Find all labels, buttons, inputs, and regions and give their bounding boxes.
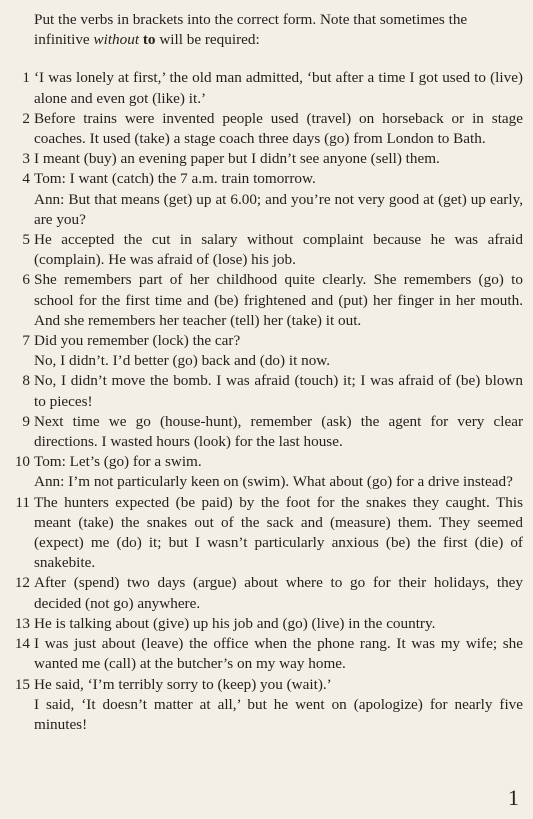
- instruction-text: Put the verbs in brackets into the correct form. Note that sometimes the infinitive: [34, 11, 468, 49]
- exercise-number: 4: [22, 170, 30, 188]
- exercise-number: 10: [14, 453, 30, 471]
- exercise-line: No, I didn’t. I’d better (go) back and (do) it now.: [34, 352, 331, 370]
- exercise-text: [32, 675, 523, 736]
- exercise-line: Did you remember (lock) the car?: [34, 332, 241, 350]
- exercise-line: Ann: I’m not particularly keen on (swim). What about (go) for a drive instead?: [34, 473, 513, 491]
- exercise-text: [32, 169, 523, 230]
- exercise-line: Tom: Let’s (go) for a swim.: [34, 453, 202, 471]
- exercise-line: He is talking about (give) up his job and (go) (live) in the country.: [34, 614, 436, 632]
- exercise-item: [0, 169, 523, 230]
- exercise-line: No, I didn’t move the bomb. I was afraid (touch) it; I was afraid of (be) blown to pieces!: [34, 372, 523, 410]
- exercise-number: 14: [14, 635, 30, 653]
- exercise-line: He accepted the cut in salary without complaint because he was afraid (complain). He was afraid of (lose) his job.: [34, 231, 523, 269]
- exercise-line: ‘I was lonely at first,’ the old man admitted, ‘but after a time I got used to (live) alone and even got (like) it.’: [34, 69, 523, 107]
- exercise-line: She remembers part of her childhood quite clearly. She remembers (go) to school for the first time and (be) frightened and (put) her finger in her mouth. And she remembers her teacher (tell) her (take) it out.: [34, 271, 523, 329]
- exercise-number: 1: [22, 69, 30, 87]
- exercise-text: [32, 452, 523, 492]
- exercise-item: [0, 573, 523, 613]
- exercise-text: [32, 634, 523, 674]
- instructions: Put the verbs in brackets into the correct form. Note that sometimes the infinitive without to will be required:: [34, 11, 468, 49]
- exercise-text: [32, 230, 523, 270]
- exercise-text: [32, 573, 523, 613]
- exercise-number: 6: [22, 271, 30, 289]
- exercise-item: [0, 68, 523, 108]
- exercise-text: [32, 149, 523, 169]
- exercise-line: Before trains were invented people used (travel) on horseback or in stage coaches. It used (take) a stage coach three days (go) from London to Bath.: [34, 109, 523, 148]
- instruction-bold: to: [142, 31, 156, 49]
- exercise-item: [0, 230, 523, 270]
- page-number: 1: [508, 785, 519, 810]
- exercise-text: [32, 331, 523, 371]
- exercise-line: I meant (buy) an evening paper but I didn’t see anyone (sell) them.: [34, 150, 440, 168]
- exercise-item: [0, 634, 523, 674]
- exercise-number: 5: [22, 231, 30, 249]
- exercise-number: 15: [14, 675, 30, 693]
- exercise-item: [0, 614, 523, 634]
- exercise-line: Ann: But that means (get) up at 6.00; and you’re not very good at (get) up early, are you?: [34, 190, 523, 228]
- exercise-line: After (spend) two days (argue) about where to go for their holidays, they decided (not go) anywhere.: [34, 574, 523, 612]
- exercise-text: [32, 109, 523, 149]
- exercise-number: 2: [22, 109, 30, 127]
- exercise-item: [0, 331, 523, 371]
- exercise-item: [0, 412, 523, 452]
- exercise-item: [0, 109, 523, 149]
- exercise-line: The hunters expected (be paid) by the foot for the snakes they caught. This meant (take) the snakes out of the sack and (measure) them. They seemed (expect) me (do) it; but I wasn’t particularly anxious (be) the first (die) of snakebite.: [34, 493, 523, 572]
- exercise-number: 13: [14, 614, 30, 632]
- exercise-line: I said, ‘It doesn’t matter at all,’ but he went on (apologize) for nearly five minutes!: [34, 695, 523, 733]
- exercise-line: I was just about (leave) the office when the phone rang. It was my wife; she wanted me (call) at the butcher’s on my way home.: [34, 635, 523, 673]
- exercise-text: [32, 270, 523, 331]
- exercise-line: Tom: I want (catch) the 7 a.m. train tomorrow.: [34, 170, 316, 188]
- exercise-line: Next time we go (house-hunt), remember (ask) the agent for very clear directions. I wasted hours (look) for the last house.: [34, 412, 523, 451]
- exercise-number: 9: [22, 412, 30, 430]
- exercise-text: [32, 371, 523, 411]
- exercise-text: [32, 412, 523, 452]
- exercise-list: [0, 68, 523, 735]
- exercise-item: [0, 675, 523, 736]
- exercise-item: [0, 452, 523, 492]
- exercise-text: [32, 493, 523, 574]
- exercise-number: 7: [22, 332, 30, 350]
- exercise-item: [0, 149, 523, 169]
- exercise-number: 12: [14, 574, 30, 592]
- exercise-number: 3: [22, 150, 30, 168]
- exercise-text: [32, 68, 523, 108]
- exercise-number: 11: [15, 493, 30, 511]
- exercise-item: [0, 371, 523, 411]
- exercise-text: [32, 614, 523, 634]
- exercise-item: [0, 493, 523, 574]
- exercise-item: [0, 270, 523, 331]
- exercise-number: 8: [22, 372, 30, 390]
- exercise-line: He said, ‘I’m terribly sorry to (keep) you (wait).’: [34, 675, 332, 693]
- instruction-italic: without: [93, 31, 140, 49]
